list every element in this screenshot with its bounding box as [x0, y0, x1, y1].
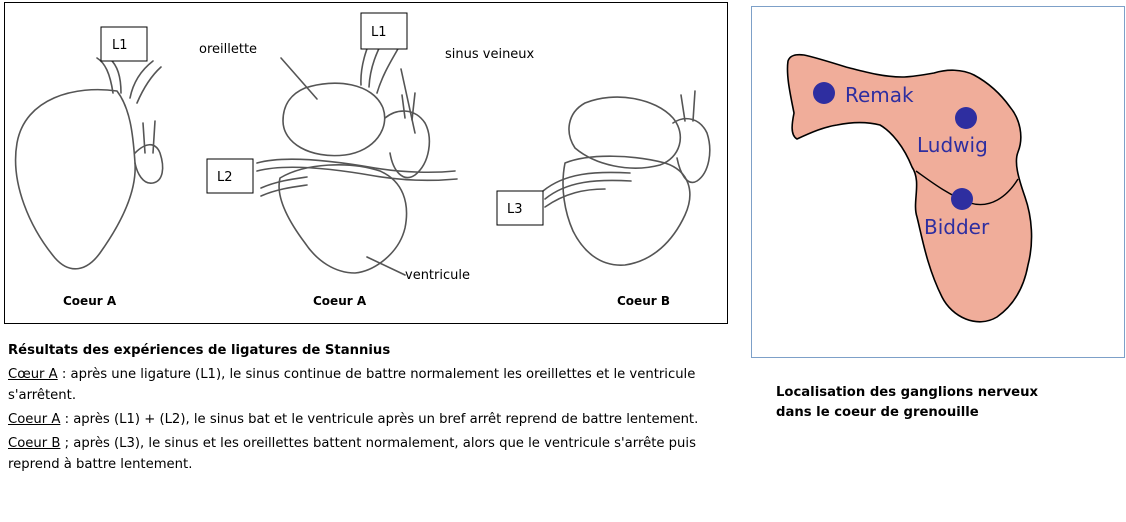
result-item-3-label: Coeur B [8, 436, 61, 451]
l2-label: L2 [217, 170, 233, 185]
localisation-caption [776, 383, 1096, 423]
localisation-caption-line2: dans le coeur de grenouille [776, 405, 979, 420]
l3-label: L3 [507, 202, 523, 217]
caption-heart-a-mid: Coeur A [313, 294, 367, 308]
heart-a-left-sinus [135, 145, 163, 183]
localisation-caption-line1: Localisation des ganglions nerveux [776, 385, 1039, 400]
caption-heart-a-left: Coeur A [63, 294, 117, 308]
heart-a-mid-ligature-l2 [257, 159, 457, 180]
remak-label: Remak [845, 83, 914, 107]
frog-heart-diagram [752, 7, 1124, 357]
heart-b-ligature-l3 [543, 172, 631, 207]
bidder-label: Bidder [924, 215, 990, 239]
heart-a-left-ventricle [16, 90, 136, 269]
sinus-label: sinus veineux [445, 47, 535, 62]
results-section [8, 340, 738, 478]
result-item-2 [8, 409, 738, 430]
result-item-2-text: : après (L1) + (L2), le sinus bat et le ventricule après un bref arrêt reprend de battre lentement. [60, 412, 699, 427]
l1-mid-label: L1 [371, 25, 387, 40]
ludwig-dot [955, 107, 977, 129]
results-title: Résultats des expériences de ligatures de Stannius [8, 343, 391, 358]
result-item-1-label: Cœur A [8, 367, 58, 382]
ligature-diagram-panel [4, 2, 728, 324]
result-item-2-label: Coeur A [8, 412, 61, 427]
heart-a-mid-atrium [283, 83, 385, 155]
heart-a-mid-ventricle [279, 165, 407, 273]
remak-dot [813, 82, 835, 104]
result-item-3-text: ; après (L3), le sinus et les oreillettes battent normalement, alors que le ventricule s'arrête puis reprend à battre lentement. [8, 436, 696, 472]
ganglion-panel [751, 6, 1125, 358]
l1-left-label: L1 [112, 38, 128, 53]
ludwig-label: Ludwig [917, 133, 988, 157]
caption-heart-b: Coeur B [617, 294, 670, 308]
result-item-1 [8, 364, 738, 406]
heart-a-mid-sinus [385, 111, 429, 177]
bidder-dot [951, 188, 973, 210]
result-item-1-text: : après une ligature (L1), le sinus continue de battre normalement les oreillettes et le ventricule s'arrêtent. [8, 367, 696, 403]
ligature-diagram [5, 3, 727, 323]
result-item-3 [8, 433, 738, 475]
oreillette-label: oreillette [199, 42, 258, 57]
heart-a-left-vessel [97, 58, 161, 103]
ventricule-label: ventricule [405, 268, 470, 283]
